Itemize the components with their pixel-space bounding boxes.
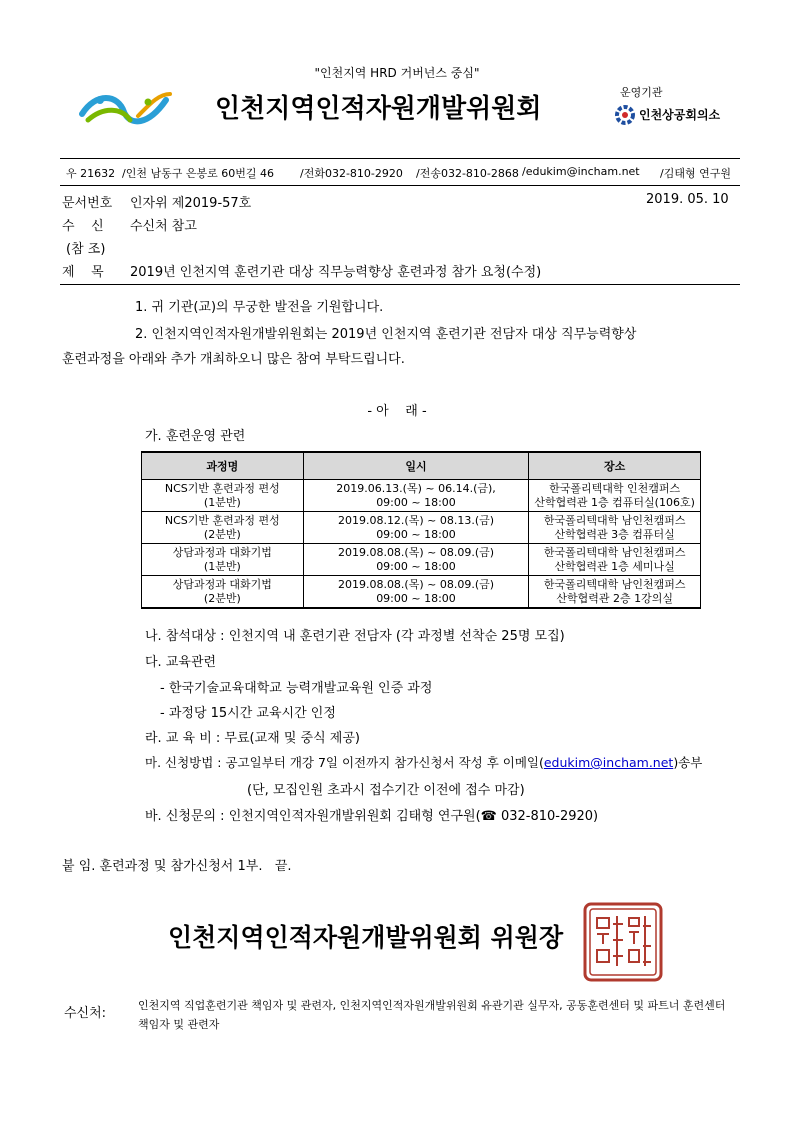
course-time: 09:00 ~ 18:00: [376, 559, 456, 573]
course-cell: [142, 576, 304, 609]
course-name: 상담과정과 대화기법: [172, 545, 272, 559]
slogan: "인천지역 HRD 거버넌스 중심": [314, 66, 480, 80]
table-header-row: [142, 452, 701, 480]
course-time: 09:00 ~ 18:00: [376, 591, 456, 605]
course-cell: [142, 512, 304, 544]
section-b-attendees: 나. 참석대상 : 인천지역 내 훈련기관 전담자 (각 과정별 선착순 25명 모집): [145, 629, 565, 644]
chamber-gear-icon: [614, 104, 636, 126]
recipient-row: [62, 215, 197, 234]
address-email: /edukim@incham.net: [522, 165, 640, 178]
address-street: /인천 남동구 은봉로 60번길 46: [122, 167, 274, 180]
address-phone: /전화032-810-2920: [300, 167, 403, 180]
course-date: 2019.08.08.(목) ~ 08.09.(금): [337, 545, 495, 559]
course-name: 상담과정과 대화기법: [172, 577, 272, 591]
location-cell: [529, 544, 701, 576]
table-row: [142, 544, 701, 576]
table-row: [142, 480, 701, 512]
signer-title: 인천지역인적자원개발위원회 위원장: [168, 923, 564, 952]
section-c-item-2: - 과정당 15시간 교육시간 인정: [160, 706, 336, 721]
course-class: (1분반): [203, 495, 241, 509]
course-date: 2019.08.12.(목) ~ 08.13.(금): [337, 513, 495, 527]
course-cell: [142, 480, 304, 512]
course-campus: 한국폴리텍대학 남인천캠퍼스: [543, 577, 686, 591]
paragraph-2-line-1: 2. 인천지역인적자원개발위원회는 2019년 인천지역 훈련기관 전담자 대상 직무능력향상: [135, 327, 637, 342]
table-row: [142, 512, 701, 544]
course-campus: 한국폴리텍대학 남인천캠퍼스: [543, 513, 686, 527]
course-room: 산학협력관 2층 1강의실: [556, 591, 673, 605]
location-cell: [529, 576, 701, 609]
header-datetime: 일시: [303, 452, 529, 480]
doc-number-label: 문서번호: [62, 196, 113, 211]
course-room: 산학협력관 3층 컴퓨터실: [554, 527, 675, 541]
course-date: 2019.06.13.(목) ~ 06.14.(금),: [336, 481, 496, 495]
doc-number-row: [62, 192, 251, 211]
operator-logo: [614, 102, 744, 128]
doc-number: 인자위 제2019-57호: [130, 196, 252, 211]
divider: [60, 284, 740, 285]
course-name: NCS기반 훈련과정 편성: [164, 513, 280, 527]
course-class: (1분반): [203, 559, 241, 573]
course-class: (2분반): [203, 591, 241, 605]
address-postal: 우 21632: [66, 167, 116, 180]
attachment-line: 붙 임. 훈련과정 및 참가신청서 1부. 끝.: [62, 859, 292, 874]
course-cell: [142, 544, 304, 576]
operator-name: 인천상공회의소: [639, 108, 721, 122]
address-fax: /전송032-810-2868: [416, 167, 519, 180]
datetime-cell: [303, 544, 529, 576]
section-d-cost: 라. 교 육 비 : 무료(교재 및 중식 제공): [145, 731, 360, 746]
header-course: 과정명: [142, 452, 304, 480]
org-logo-icon: [78, 86, 173, 130]
recipients-label: 수신처:: [64, 1006, 107, 1021]
course-name: NCS기반 훈련과정 편성: [164, 481, 280, 495]
address-bar: [60, 158, 740, 186]
course-room: 산학협력관 1층 세미나실: [554, 559, 675, 573]
subject-row: [62, 261, 541, 280]
course-room: 산학협력관 1층 컴퓨터실(106호): [534, 495, 695, 509]
section-e-application: [145, 753, 702, 771]
section-a-heading: 가. 훈련운영 관련: [145, 429, 246, 444]
operator-label: 운영기관: [620, 86, 663, 99]
section-c-heading: 다. 교육관련: [145, 655, 217, 670]
datetime-cell: [303, 576, 529, 609]
subject: 2019년 인천지역 훈련기관 대상 직무능력향상 훈련과정 참가 요청(수정): [130, 265, 542, 280]
email-link[interactable]: edukim@incham.net: [543, 755, 674, 770]
doc-date: 2019. 05. 10: [646, 192, 729, 207]
section-e-note: (단, 모집인원 초과시 접수기간 이전에 접수 마감): [247, 783, 525, 798]
course-campus: 한국폴리텍대학 남인천캠퍼스: [543, 545, 686, 559]
course-time: 09:00 ~ 18:00: [376, 495, 456, 509]
location-cell: [529, 480, 701, 512]
header-location: 장소: [529, 452, 701, 480]
reference-label: (참 조): [66, 242, 106, 257]
recipients-list: 인천지역 직업훈련기관 책임자 및 관련자, 인천지역인적자원개발위원회 유관기관 실무자, 공동훈련센터 및 파트너 훈련센터 책임자 및 관련자: [138, 999, 726, 1031]
subject-label: 제 목: [62, 265, 104, 280]
course-class: (2분반): [203, 527, 241, 541]
section-c-item-1: - 한국기술교육대학교 능력개발교육원 인증 과정: [160, 681, 433, 696]
section-e-prefix: 마. 신청방법 : 공고일부터 개강 7일 이전까지 참가신청서 작성 후 이메일(: [145, 755, 544, 770]
official-seal-icon: [583, 902, 663, 982]
org-title: 인천지역인적자원개발위원회: [215, 94, 542, 124]
recipient: 수신처 참고: [130, 219, 197, 234]
address-contact: /김태형 연구원: [660, 167, 731, 180]
datetime-cell: [303, 480, 529, 512]
section-e-suffix: )송부: [673, 755, 703, 770]
datetime-cell: [303, 512, 529, 544]
course-table: [141, 451, 701, 609]
course-campus: 한국폴리텍대학 인천캠퍼스: [549, 481, 681, 495]
section-f-contact: 바. 신청문의 : 인천지역인적자원개발위원회 김태형 연구원(☎ 032-810-2920): [145, 809, 599, 824]
below-heading: - 아 래 -: [367, 404, 427, 419]
location-cell: [529, 512, 701, 544]
table-row: [142, 576, 701, 609]
paragraph-2-line-2: 훈련과정을 아래와 추가 개최하오니 많은 참여 부탁드립니다.: [62, 352, 405, 367]
recipient-label: 수 신: [62, 219, 104, 234]
paragraph-1: 1. 귀 기관(교)의 무궁한 발전을 기원합니다.: [135, 300, 384, 315]
course-time: 09:00 ~ 18:00: [376, 527, 456, 541]
course-date: 2019.08.08.(목) ~ 08.09.(금): [337, 577, 495, 591]
